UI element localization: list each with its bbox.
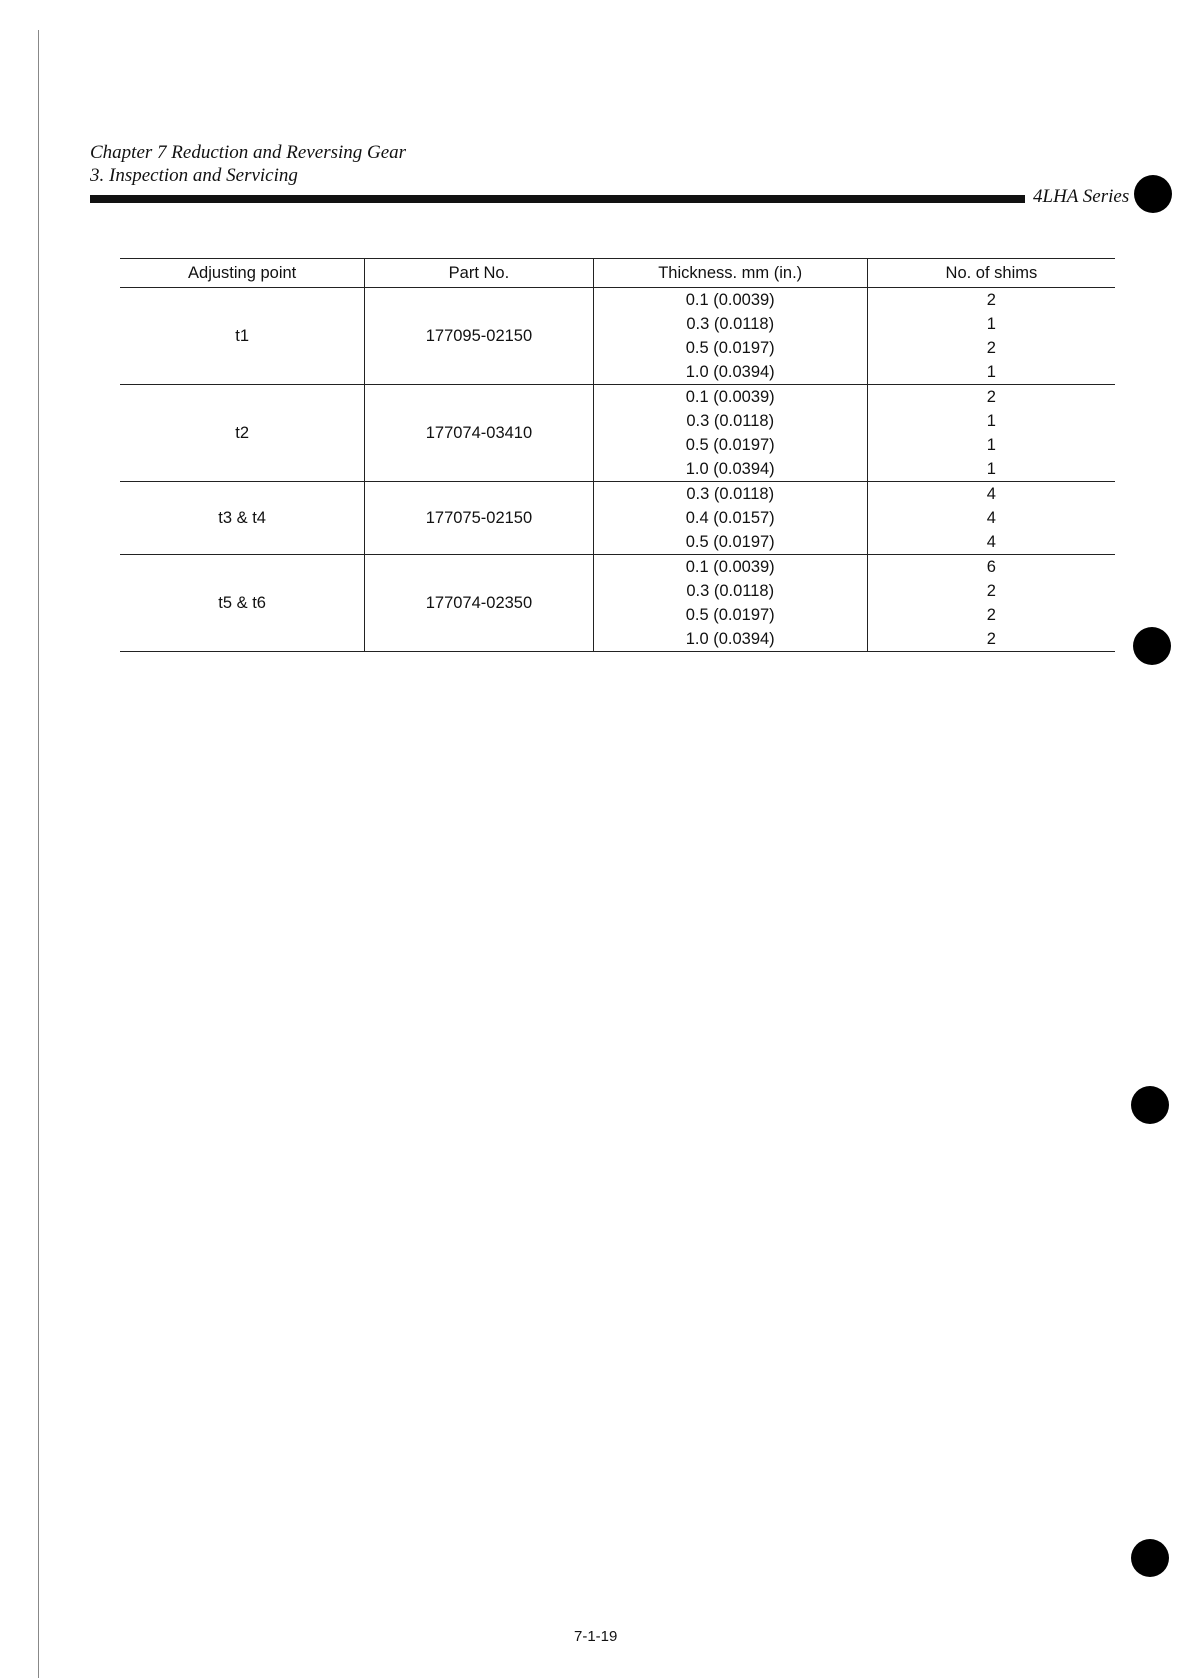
- thickness-value: 1.0 (0.0394): [685, 630, 775, 648]
- thickness-value: 0.3 (0.0118): [686, 412, 775, 430]
- thickness-value: 1.0 (0.0394): [685, 363, 775, 381]
- binder-hole-2: [1133, 627, 1171, 665]
- table-row: [120, 555, 1115, 652]
- shim-count-value: 4: [986, 509, 996, 527]
- shim-count-cell: [867, 385, 1115, 482]
- thickness-value: 0.4 (0.0157): [685, 509, 775, 527]
- table-row: [120, 482, 1115, 555]
- shim-count-value: 1: [986, 436, 996, 454]
- binder-hole-3: [1131, 1086, 1169, 1124]
- adjusting-point-cell: t1: [120, 288, 365, 385]
- adjusting-point-cell: t3 & t4: [120, 482, 365, 555]
- series-label: 4LHA Series: [1033, 186, 1130, 207]
- shim-count-value: 6: [986, 558, 996, 576]
- part-no-cell: 177074-03410: [365, 385, 593, 482]
- thickness-value: 0.3 (0.0118): [686, 582, 775, 600]
- page-number: 7-1-19: [574, 1628, 618, 1645]
- shim-count-cell: [867, 482, 1115, 555]
- thickness-value: 0.5 (0.0197): [685, 606, 775, 624]
- shim-count-value: 4: [986, 485, 996, 503]
- shim-count-cell: [867, 555, 1115, 652]
- part-no-cell: 177074-02350: [365, 555, 593, 652]
- table-row: [120, 385, 1115, 482]
- adjusting-point-cell: t2: [120, 385, 365, 482]
- binder-hole-1: [1134, 175, 1172, 213]
- table-header-row: [120, 259, 1115, 288]
- thickness-value: 0.1 (0.0039): [685, 558, 775, 576]
- column-header-adjusting-point: Adjusting point: [120, 259, 365, 288]
- column-header-no-of-shims: No. of shims: [867, 259, 1115, 288]
- header-rule: [90, 195, 1025, 203]
- adjusting-point-cell: t5 & t6: [120, 555, 365, 652]
- page-header: [90, 141, 406, 187]
- shim-count-value: 2: [986, 388, 996, 406]
- shim-count-value: 2: [986, 606, 996, 624]
- table-row: [120, 288, 1115, 385]
- thickness-cell: [593, 482, 867, 555]
- part-no-cell: 177095-02150: [365, 288, 593, 385]
- shim-count-value: 2: [986, 291, 996, 309]
- shim-count-value: 4: [986, 533, 996, 551]
- thickness-value: 0.1 (0.0039): [685, 388, 775, 406]
- shim-count-value: 2: [986, 630, 996, 648]
- shim-table: [120, 258, 1115, 652]
- thickness-cell: [593, 555, 867, 652]
- shim-count-value: 2: [986, 582, 996, 600]
- part-no-cell: 177075-02150: [365, 482, 593, 555]
- section-title: 3. Inspection and Servicing: [90, 165, 298, 186]
- shim-count-cell: [867, 288, 1115, 385]
- thickness-value: 0.5 (0.0197): [685, 533, 775, 551]
- thickness-value: 0.3 (0.0118): [686, 315, 775, 333]
- thickness-value: 0.5 (0.0197): [685, 436, 775, 454]
- column-header-part-no: Part No.: [365, 259, 593, 288]
- shim-count-value: 1: [986, 363, 996, 381]
- shim-count-value: 1: [986, 315, 996, 333]
- shim-count-value: 1: [986, 412, 996, 430]
- thickness-cell: [593, 288, 867, 385]
- thickness-value: 0.1 (0.0039): [685, 291, 775, 309]
- thickness-value: 1.0 (0.0394): [685, 460, 775, 478]
- shim-count-value: 2: [986, 339, 996, 357]
- thickness-value: 0.5 (0.0197): [685, 339, 775, 357]
- margin-rule: [38, 30, 39, 1678]
- thickness-cell: [593, 385, 867, 482]
- thickness-value: 0.3 (0.0118): [686, 485, 775, 503]
- column-header-thickness: Thickness. mm (in.): [593, 259, 867, 288]
- binder-hole-4: [1131, 1539, 1169, 1577]
- chapter-title: Chapter 7 Reduction and Reversing Gear: [90, 142, 407, 163]
- shim-count-value: 1: [986, 460, 996, 478]
- table-body: [120, 288, 1115, 652]
